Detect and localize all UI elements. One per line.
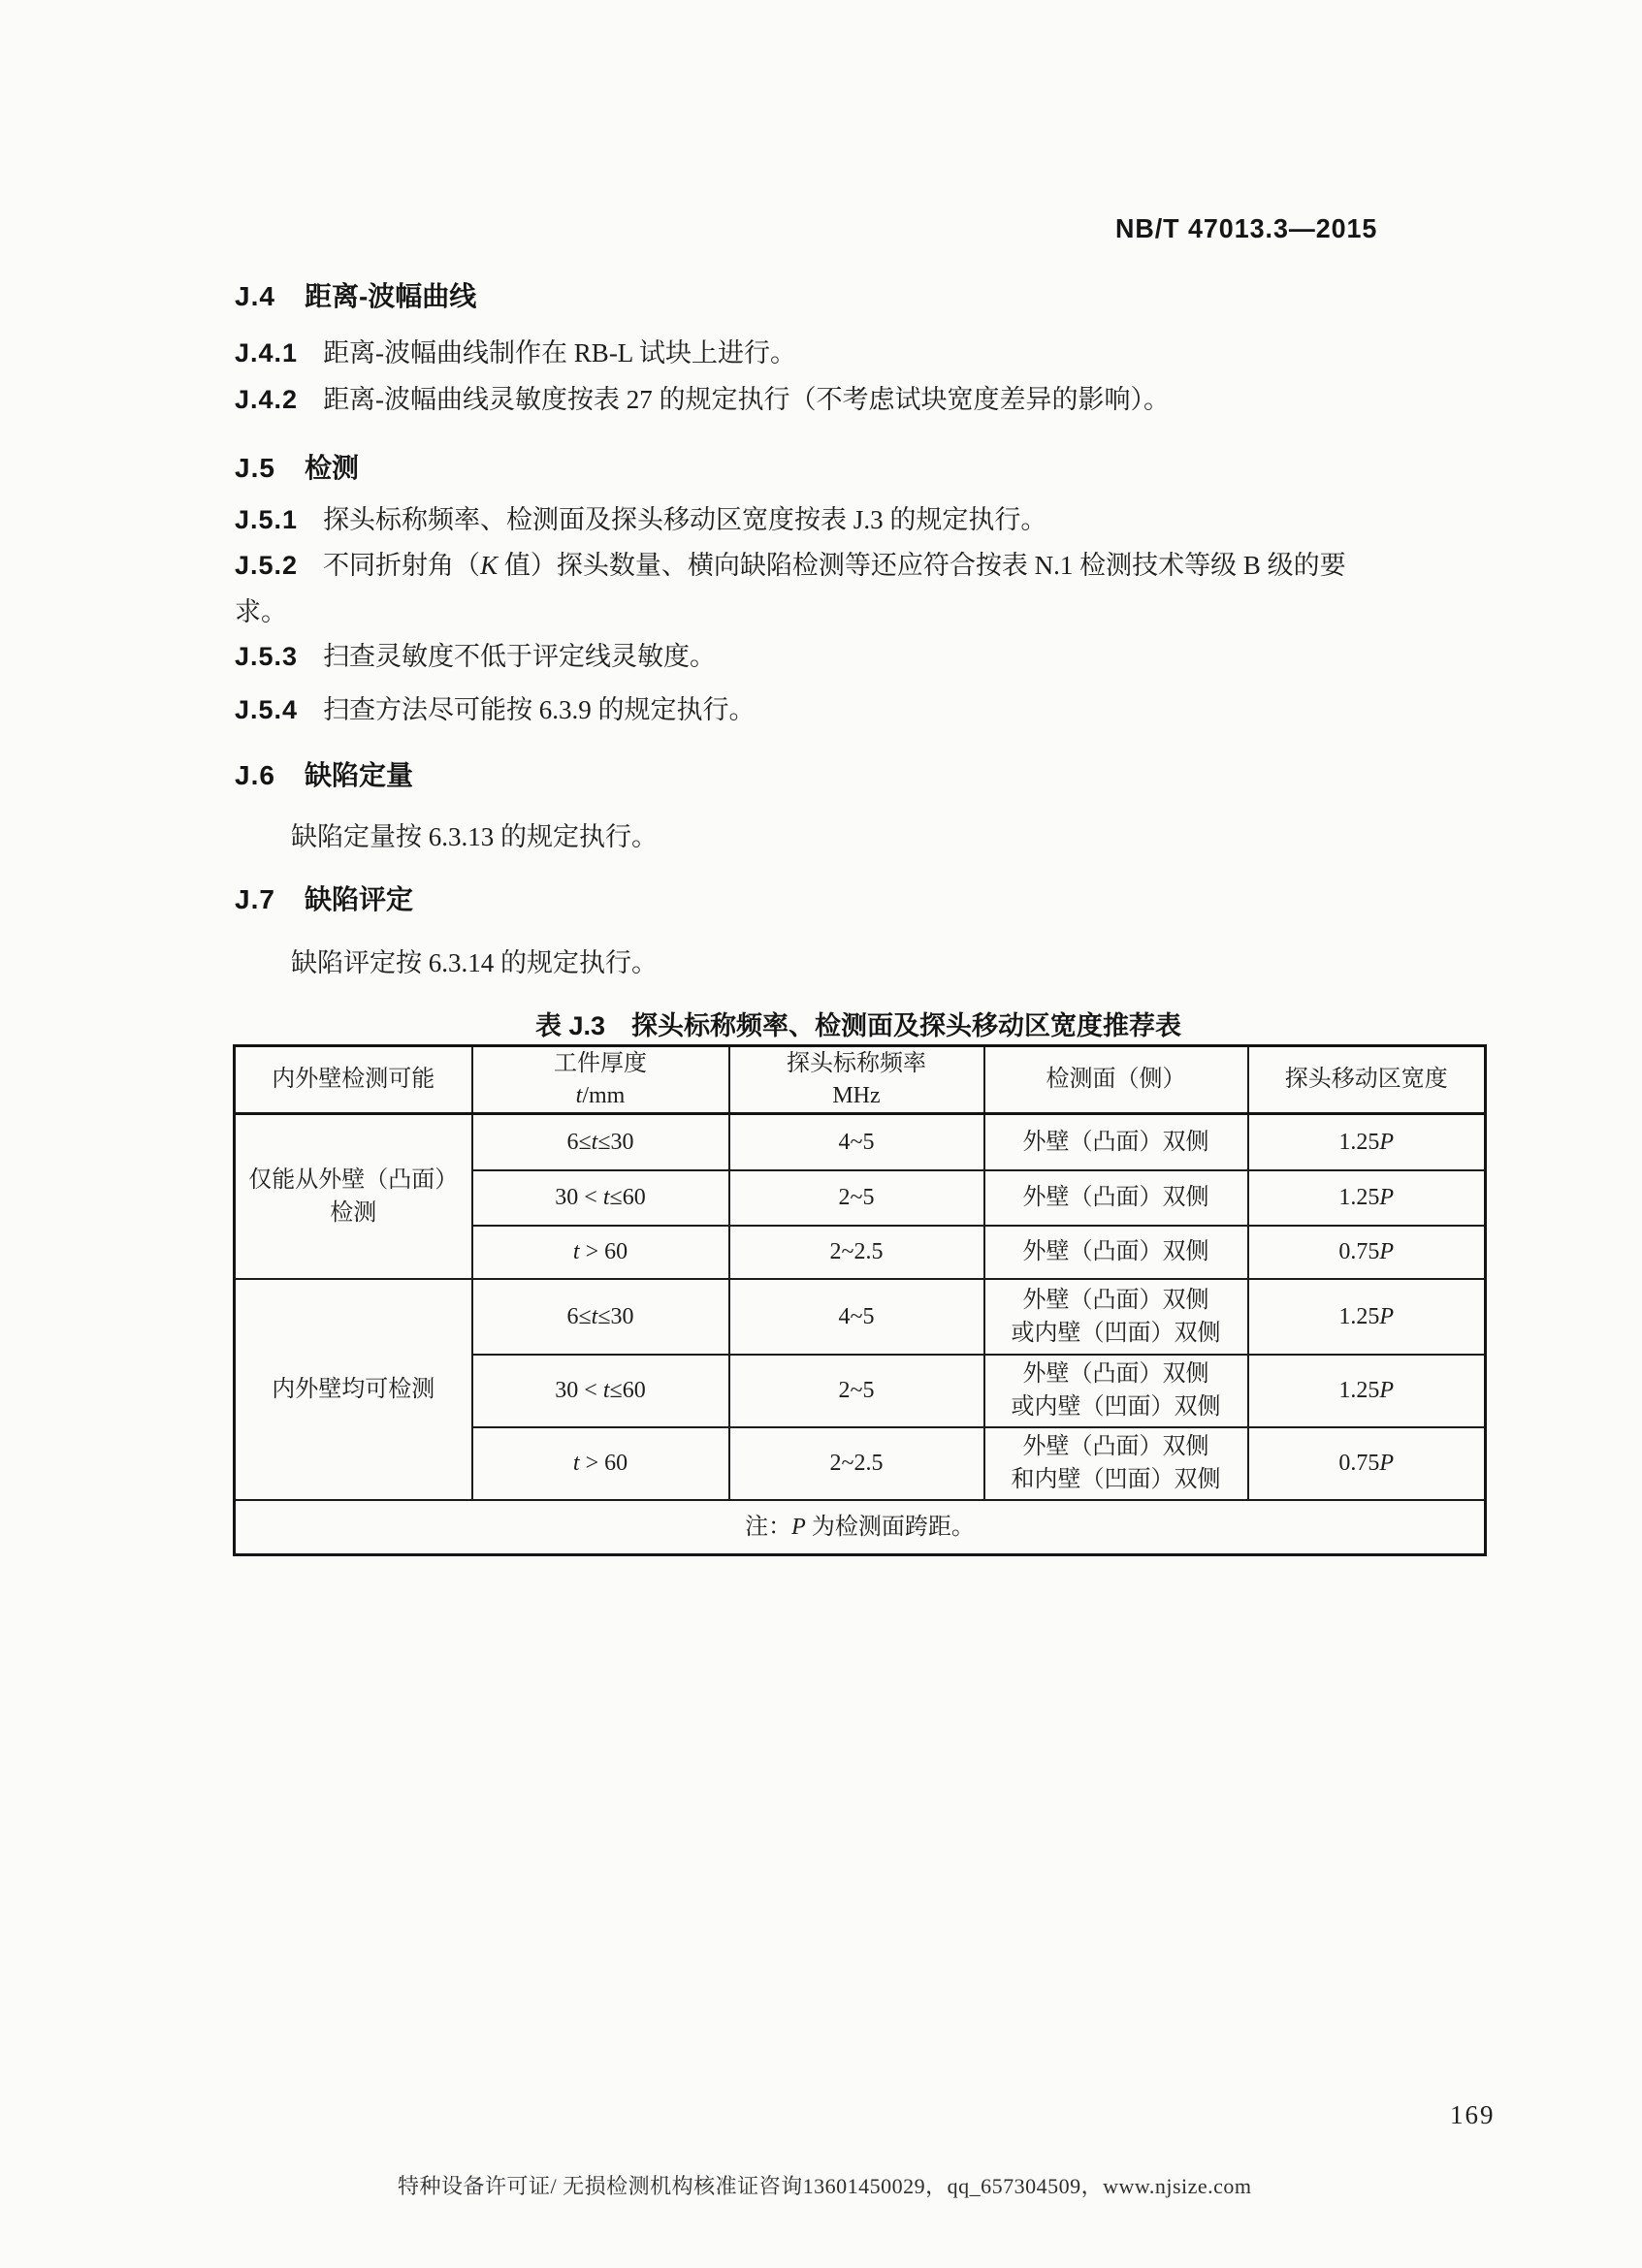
clause-number: J.5.2 xyxy=(235,551,299,580)
clause-number: J.7 xyxy=(235,884,275,914)
col-header-wall-access: 内外壁检测可能 xyxy=(235,1046,472,1114)
clause-number: J.4.2 xyxy=(235,385,299,414)
col-header-frequency: 探头标称频率 MHz xyxy=(729,1046,984,1114)
clause-number: J.4.1 xyxy=(235,338,299,367)
clause-j6-body: 缺陷定量按 6.3.13 的规定执行。 xyxy=(291,822,658,851)
clause-j51 xyxy=(235,496,1468,543)
cell-frequency: 2~2.5 xyxy=(729,1226,984,1279)
table-row xyxy=(235,1279,1486,1355)
clause-title: 距离-波幅曲线 xyxy=(304,281,477,311)
clause-number: J.5.3 xyxy=(235,642,299,671)
clause-j52 xyxy=(235,542,1468,635)
cell-thickness: 30 < t≤60 xyxy=(472,1355,729,1427)
cell-frequency: 4~5 xyxy=(729,1114,984,1170)
section-j4-heading xyxy=(235,275,476,314)
clause-j7-body: 缺陷评定按 6.3.14 的规定执行。 xyxy=(291,948,658,977)
clause-text: 探头标称频率、检测面及探头移动区宽度按表 J.3 的规定执行。 xyxy=(323,505,1047,534)
cell-zone-width: 0.75P xyxy=(1248,1427,1486,1500)
clause-j54 xyxy=(235,687,1468,733)
cell-frequency: 2~5 xyxy=(729,1355,984,1427)
section-j7-heading xyxy=(235,878,413,917)
cell-zone-width: 1.25P xyxy=(1248,1170,1486,1226)
cell-thickness: 6≤t≤30 xyxy=(472,1114,729,1170)
col-header-thickness: 工件厚度 t/mm xyxy=(472,1046,729,1114)
col-header-probe-zone: 探头移动区宽度 xyxy=(1248,1046,1486,1114)
cell-frequency: 4~5 xyxy=(729,1279,984,1355)
cell-surface: 外壁（凸面）双侧 或内壁（凹面）双侧 xyxy=(984,1355,1248,1427)
table-note-row xyxy=(235,1500,1486,1555)
clause-j42 xyxy=(235,376,1468,423)
table-j3 xyxy=(233,1044,1487,1556)
cell-thickness: t > 60 xyxy=(472,1427,729,1500)
clause-text: 扫查方法尽可能按 6.3.9 的规定执行。 xyxy=(323,695,756,724)
cell-surface: 外壁（凸面）双侧 xyxy=(984,1114,1248,1170)
cell-zone-width: 1.25P xyxy=(1248,1114,1486,1170)
cell-surface: 外壁（凸面）双侧 xyxy=(984,1170,1248,1226)
cell-frequency: 2~2.5 xyxy=(729,1427,984,1500)
table-title: 表 J.3 探头标称频率、检测面及探头移动区宽度推荐表 xyxy=(534,1011,1182,1040)
cell-thickness: 6≤t≤30 xyxy=(472,1279,729,1355)
clause-number: J.5.4 xyxy=(235,695,299,724)
clause-number: J.5 xyxy=(235,453,275,483)
cell-surface: 外壁（凸面）双侧 xyxy=(984,1226,1248,1279)
cell-zone-width: 1.25P xyxy=(1248,1279,1486,1355)
clause-text: 不同折射角（K 值）探头数量、横向缺陷检测等还应符合按表 N.1 检测技术等级 B 级的要 xyxy=(323,551,1346,580)
group-label-both-walls: 内外壁均可检测 xyxy=(235,1279,472,1500)
table-header-row xyxy=(235,1046,1486,1114)
footer-watermark: 特种设备许可证/ 无损检测机构核准证咨询13601450029，qq_657304509，www.njsize.com xyxy=(398,2174,1252,2198)
clause-number: J.5.1 xyxy=(235,505,299,534)
clause-text: 扫查灵敏度不低于评定线灵敏度。 xyxy=(323,642,717,671)
group-label-outer-only: 仅能从外壁（凸面） 检测 xyxy=(235,1114,472,1279)
variable-p: P xyxy=(791,1514,806,1540)
clause-title: 缺陷定量 xyxy=(304,760,413,790)
clause-text: 距离-波幅曲线灵敏度按表 27 的规定执行（不考虑试块宽度差异的影响）。 xyxy=(323,385,1171,414)
cell-surface: 外壁（凸面）双侧 和内壁（凹面）双侧 xyxy=(984,1427,1248,1500)
clause-j53 xyxy=(235,633,1468,680)
variable-k: K xyxy=(480,551,499,580)
clause-text: 距离-波幅曲线制作在 RB-L 试块上进行。 xyxy=(323,338,797,367)
cell-zone-width: 1.25P xyxy=(1248,1355,1486,1427)
table-row xyxy=(235,1114,1486,1170)
clause-j41 xyxy=(235,330,1468,376)
clause-number: J.4 xyxy=(235,281,275,311)
section-j6-heading xyxy=(235,754,413,793)
cell-zone-width: 0.75P xyxy=(1248,1226,1486,1279)
cell-thickness: t > 60 xyxy=(472,1226,729,1279)
section-j5-heading xyxy=(235,447,359,486)
clause-text-line2: 求。 xyxy=(235,597,287,626)
clause-title: 检测 xyxy=(304,453,359,483)
table-note: 注：P 为检测面跨距。 xyxy=(235,1500,1486,1555)
clause-title: 缺陷评定 xyxy=(304,884,413,914)
cell-frequency: 2~5 xyxy=(729,1170,984,1226)
cell-surface: 外壁（凸面）双侧 或内壁（凹面）双侧 xyxy=(984,1279,1248,1355)
page-number: 169 xyxy=(1450,2100,1496,2129)
cell-thickness: 30 < t≤60 xyxy=(472,1170,729,1226)
doc-number: NB/T 47013.3—2015 xyxy=(1115,213,1378,243)
clause-number: J.6 xyxy=(235,760,275,790)
col-header-surface: 检测面（侧） xyxy=(984,1046,1248,1114)
